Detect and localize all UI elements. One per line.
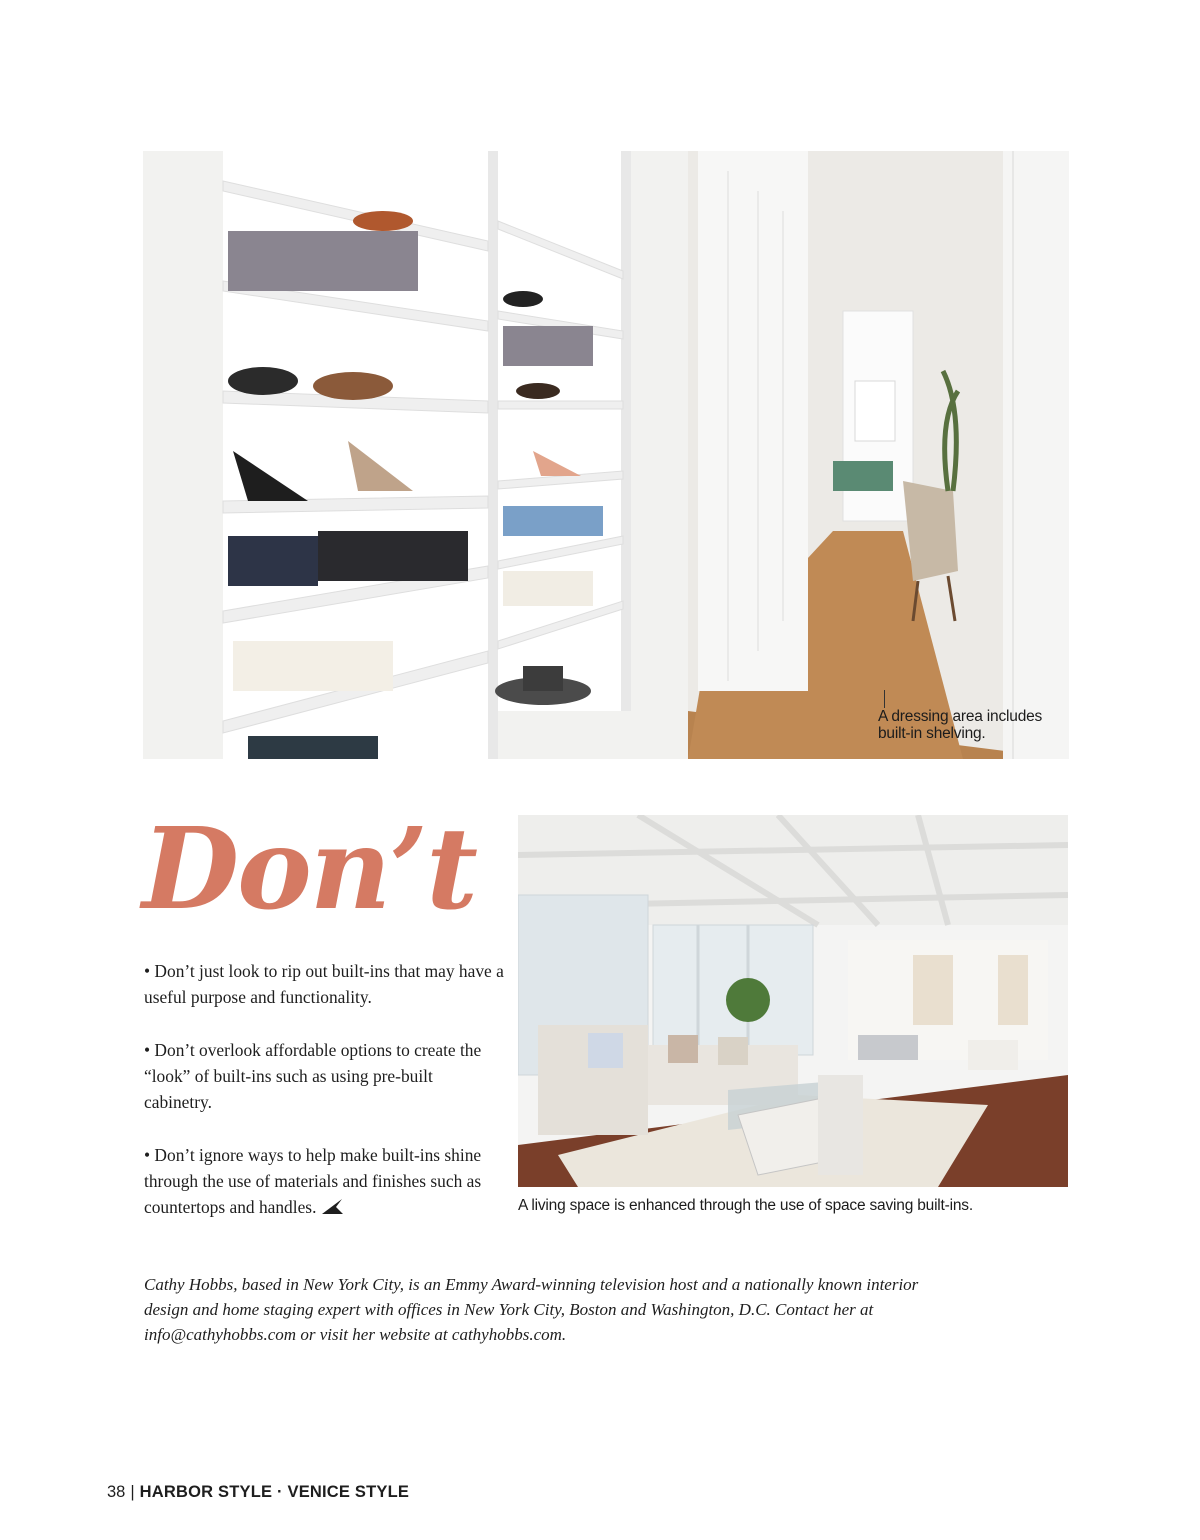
- living-space-photo: [518, 815, 1068, 1187]
- dressing-area-photo: [143, 151, 1069, 759]
- tip-3-text: • Don’t ignore ways to help make built-ins shine through the use of materials and finishes such as countertops and handles.: [144, 1145, 482, 1217]
- author-bio: Cathy Hobbs, based in New York City, is an Emmy Award-winning television host and a nationally known interior design and home staging expert with offices in New York City, Boston and Washington, D.C. Contact her at info@cathyhobbs.com or visit her website at cathyhobbs.com.: [144, 1275, 919, 1344]
- living-space-caption: A living space is enhanced through the use of space saving built-ins.: [518, 1197, 973, 1214]
- tip-3: [144, 1142, 504, 1220]
- footer-separator: |: [130, 1483, 135, 1501]
- tip-2: • Don’t overlook affordable options to create the “look” of built-ins such as using pre-built cabinetry.: [144, 1040, 482, 1112]
- publication-name: HARBOR STYLE · VENICE STYLE: [139, 1483, 410, 1501]
- section-heading: Don’t: [142, 804, 476, 935]
- caption-pointer-line: [884, 690, 885, 708]
- end-mark-icon: [322, 1199, 344, 1215]
- tips-list: [144, 958, 504, 1247]
- page-number: 38: [107, 1483, 126, 1501]
- dressing-area-caption: A dressing area includes built-in shelving.: [878, 708, 1043, 742]
- tip-1: • Don’t just look to rip out built-ins that may have a useful purpose and functionality.: [144, 961, 504, 1007]
- page-footer: [107, 1483, 409, 1502]
